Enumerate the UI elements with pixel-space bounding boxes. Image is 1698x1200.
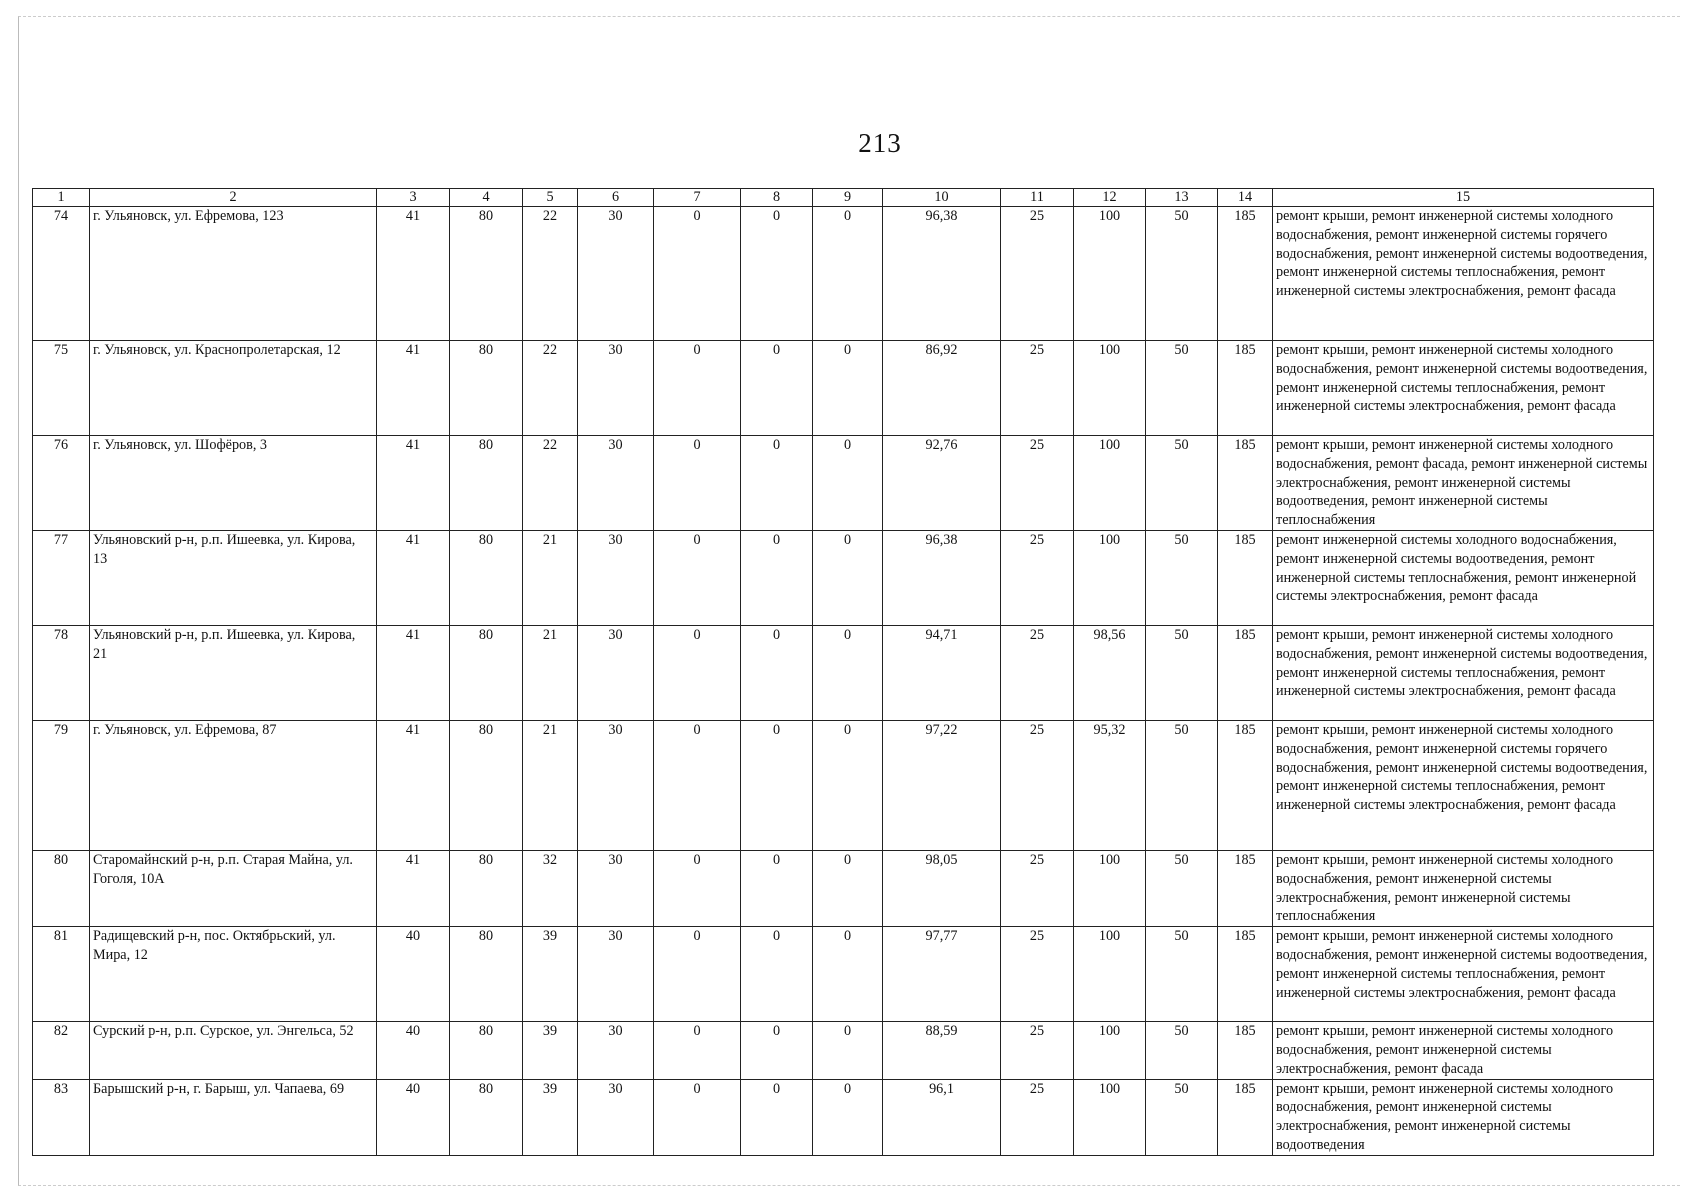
value-cell: 80 [450, 927, 523, 1022]
value-cell: 0 [654, 721, 741, 851]
column-header: 10 [883, 189, 1001, 207]
value-cell: 185 [1218, 341, 1273, 436]
column-header: 3 [377, 189, 450, 207]
table-row [33, 927, 1654, 1022]
value-cell: 21 [523, 531, 578, 626]
value-cell: 0 [813, 436, 883, 531]
value-cell: 0 [654, 1079, 741, 1155]
value-cell: 0 [654, 207, 741, 341]
value-cell: 0 [741, 626, 813, 721]
address-cell: г. Ульяновск, ул. Ефремова, 123 [90, 207, 377, 341]
works-cell: ремонт крыши, ремонт инженерной системы холодного водоснабжения, ремонт инженерной системы водоотведения, ремонт инженерной системы теплоснабжения, ремонт инженерной системы электроснабжения, ремонт фасада [1273, 927, 1654, 1022]
value-cell: 94,71 [883, 626, 1001, 721]
value-cell: 25 [1001, 1022, 1074, 1079]
address-cell: Сурский р-н, р.п. Сурское, ул. Энгельса, 52 [90, 1022, 377, 1079]
value-cell: 30 [578, 341, 654, 436]
value-cell: 96,38 [883, 207, 1001, 341]
row-number: 79 [33, 721, 90, 851]
works-cell: ремонт крыши, ремонт инженерной системы холодного водоснабжения, ремонт фасада, ремонт инженерной системы электроснабжения, ремонт инженерной системы водоотведения, ремонт инженерной системы теплоснабжения [1273, 436, 1654, 531]
value-cell: 41 [377, 341, 450, 436]
address-cell: Старомайнский р-н, р.п. Старая Майна, ул. Гоголя, 10А [90, 851, 377, 927]
value-cell: 88,59 [883, 1022, 1001, 1079]
column-header: 4 [450, 189, 523, 207]
value-cell: 39 [523, 927, 578, 1022]
address-cell: Ульяновский р-н, р.п. Ишеевка, ул. Кирова, 13 [90, 531, 377, 626]
value-cell: 185 [1218, 721, 1273, 851]
table-row [33, 626, 1654, 721]
value-cell: 0 [741, 531, 813, 626]
value-cell: 100 [1074, 436, 1146, 531]
value-cell: 25 [1001, 626, 1074, 721]
works-cell: ремонт крыши, ремонт инженерной системы холодного водоснабжения, ремонт инженерной системы электроснабжения, ремонт инженерной системы водоотведения [1273, 1079, 1654, 1155]
value-cell: 41 [377, 721, 450, 851]
value-cell: 32 [523, 851, 578, 927]
row-number: 80 [33, 851, 90, 927]
value-cell: 185 [1218, 626, 1273, 721]
row-number: 83 [33, 1079, 90, 1155]
column-header: 9 [813, 189, 883, 207]
value-cell: 86,92 [883, 341, 1001, 436]
value-cell: 50 [1146, 851, 1218, 927]
row-number: 77 [33, 531, 90, 626]
value-cell: 40 [377, 1022, 450, 1079]
value-cell: 25 [1001, 1079, 1074, 1155]
row-number: 81 [33, 927, 90, 1022]
value-cell: 0 [741, 721, 813, 851]
value-cell: 98,56 [1074, 626, 1146, 721]
value-cell: 92,76 [883, 436, 1001, 531]
value-cell: 0 [813, 851, 883, 927]
value-cell: 100 [1074, 1022, 1146, 1079]
value-cell: 50 [1146, 341, 1218, 436]
value-cell: 80 [450, 721, 523, 851]
value-cell: 22 [523, 436, 578, 531]
value-cell: 0 [741, 436, 813, 531]
value-cell: 98,05 [883, 851, 1001, 927]
table-row [33, 341, 1654, 436]
value-cell: 30 [578, 721, 654, 851]
value-cell: 0 [741, 851, 813, 927]
value-cell: 50 [1146, 626, 1218, 721]
value-cell: 185 [1218, 531, 1273, 626]
value-cell: 185 [1218, 1079, 1273, 1155]
table-row [33, 851, 1654, 927]
address-cell: Радищевский р-н, пос. Октябрьский, ул. Мира, 12 [90, 927, 377, 1022]
value-cell: 30 [578, 626, 654, 721]
value-cell: 100 [1074, 851, 1146, 927]
value-cell: 30 [578, 1022, 654, 1079]
value-cell: 50 [1146, 207, 1218, 341]
value-cell: 22 [523, 207, 578, 341]
value-cell: 80 [450, 851, 523, 927]
value-cell: 0 [813, 626, 883, 721]
works-cell: ремонт крыши, ремонт инженерной системы холодного водоснабжения, ремонт инженерной системы водоотведения, ремонт инженерной системы теплоснабжения, ремонт инженерной системы электроснабжения, ремонт фасада [1273, 626, 1654, 721]
value-cell: 25 [1001, 531, 1074, 626]
value-cell: 40 [377, 927, 450, 1022]
column-header: 11 [1001, 189, 1074, 207]
value-cell: 185 [1218, 1022, 1273, 1079]
value-cell: 30 [578, 927, 654, 1022]
address-cell: г. Ульяновск, ул. Краснопролетарская, 12 [90, 341, 377, 436]
address-cell: г. Ульяновск, ул. Ефремова, 87 [90, 721, 377, 851]
value-cell: 50 [1146, 436, 1218, 531]
row-number: 75 [33, 341, 90, 436]
works-cell: ремонт крыши, ремонт инженерной системы холодного водоснабжения, ремонт инженерной системы электроснабжения, ремонт инженерной системы теплоснабжения [1273, 851, 1654, 927]
table-row [33, 721, 1654, 851]
value-cell: 25 [1001, 207, 1074, 341]
column-header: 15 [1273, 189, 1654, 207]
value-cell: 80 [450, 341, 523, 436]
value-cell: 0 [654, 341, 741, 436]
value-cell: 0 [813, 531, 883, 626]
value-cell: 30 [578, 1079, 654, 1155]
value-cell: 0 [813, 1079, 883, 1155]
column-header: 1 [33, 189, 90, 207]
value-cell: 95,32 [1074, 721, 1146, 851]
table-row [33, 531, 1654, 626]
value-cell: 39 [523, 1079, 578, 1155]
row-number: 74 [33, 207, 90, 341]
value-cell: 80 [450, 1079, 523, 1155]
value-cell: 96,38 [883, 531, 1001, 626]
value-cell: 0 [813, 1022, 883, 1079]
value-cell: 80 [450, 1022, 523, 1079]
data-table [32, 188, 1654, 1156]
column-header: 7 [654, 189, 741, 207]
address-cell: Барышский р-н, г. Барыш, ул. Чапаева, 69 [90, 1079, 377, 1155]
value-cell: 100 [1074, 927, 1146, 1022]
value-cell: 185 [1218, 436, 1273, 531]
value-cell: 0 [741, 1022, 813, 1079]
address-cell: Ульяновский р-н, р.п. Ишеевка, ул. Кирова, 21 [90, 626, 377, 721]
value-cell: 0 [813, 207, 883, 341]
value-cell: 41 [377, 626, 450, 721]
value-cell: 41 [377, 436, 450, 531]
column-header: 14 [1218, 189, 1273, 207]
value-cell: 80 [450, 626, 523, 721]
value-cell: 0 [813, 721, 883, 851]
value-cell: 21 [523, 626, 578, 721]
value-cell: 30 [578, 531, 654, 626]
value-cell: 41 [377, 531, 450, 626]
value-cell: 100 [1074, 207, 1146, 341]
value-cell: 0 [813, 341, 883, 436]
value-cell: 41 [377, 207, 450, 341]
works-cell: ремонт крыши, ремонт инженерной системы холодного водоснабжения, ремонт инженерной системы горячего водоснабжения, ремонт инженерной системы водоотведения, ремонт инженерной системы теплоснабжения, ремонт инженерной системы электроснабжения, ремонт фасада [1273, 721, 1654, 851]
value-cell: 100 [1074, 1079, 1146, 1155]
value-cell: 30 [578, 436, 654, 531]
value-cell: 30 [578, 207, 654, 341]
value-cell: 185 [1218, 851, 1273, 927]
value-cell: 0 [741, 207, 813, 341]
row-number: 76 [33, 436, 90, 531]
works-cell: ремонт крыши, ремонт инженерной системы холодного водоснабжения, ремонт инженерной системы горячего водоснабжения, ремонт инженерной системы водоотведения, ремонт инженерной системы теплоснабжения, ремонт инженерной системы электроснабжения, ремонт фасада [1273, 207, 1654, 341]
column-header: 6 [578, 189, 654, 207]
value-cell: 0 [654, 626, 741, 721]
value-cell: 97,22 [883, 721, 1001, 851]
column-header: 5 [523, 189, 578, 207]
value-cell: 25 [1001, 341, 1074, 436]
value-cell: 39 [523, 1022, 578, 1079]
column-header: 13 [1146, 189, 1218, 207]
value-cell: 0 [813, 927, 883, 1022]
value-cell: 96,1 [883, 1079, 1001, 1155]
works-cell: ремонт инженерной системы холодного водоснабжения, ремонт инженерной системы водоотведения, ремонт инженерной системы теплоснабжения, ремонт инженерной системы электроснабжения, ремонт фасада [1273, 531, 1654, 626]
value-cell: 185 [1218, 207, 1273, 341]
value-cell: 80 [450, 207, 523, 341]
table-row [33, 1022, 1654, 1079]
value-cell: 50 [1146, 1022, 1218, 1079]
column-header: 12 [1074, 189, 1146, 207]
value-cell: 41 [377, 851, 450, 927]
value-cell: 50 [1146, 721, 1218, 851]
value-cell: 25 [1001, 721, 1074, 851]
value-cell: 80 [450, 531, 523, 626]
value-cell: 0 [654, 1022, 741, 1079]
value-cell: 21 [523, 721, 578, 851]
value-cell: 80 [450, 436, 523, 531]
column-header: 8 [741, 189, 813, 207]
table-row [33, 1079, 1654, 1155]
value-cell: 0 [654, 531, 741, 626]
value-cell: 0 [654, 436, 741, 531]
address-cell: г. Ульяновск, ул. Шофёров, 3 [90, 436, 377, 531]
value-cell: 100 [1074, 531, 1146, 626]
header-row [33, 189, 1654, 207]
value-cell: 50 [1146, 1079, 1218, 1155]
value-cell: 0 [654, 927, 741, 1022]
table-row [33, 207, 1654, 341]
value-cell: 50 [1146, 927, 1218, 1022]
value-cell: 40 [377, 1079, 450, 1155]
value-cell: 25 [1001, 851, 1074, 927]
value-cell: 97,77 [883, 927, 1001, 1022]
column-header: 2 [90, 189, 377, 207]
page-number: 213 [858, 128, 902, 158]
works-cell: ремонт крыши, ремонт инженерной системы холодного водоснабжения, ремонт инженерной системы электроснабжения, ремонт фасада [1273, 1022, 1654, 1079]
value-cell: 22 [523, 341, 578, 436]
value-cell: 0 [654, 851, 741, 927]
value-cell: 0 [741, 927, 813, 1022]
value-cell: 185 [1218, 927, 1273, 1022]
value-cell: 0 [741, 1079, 813, 1155]
value-cell: 100 [1074, 341, 1146, 436]
value-cell: 30 [578, 851, 654, 927]
value-cell: 50 [1146, 531, 1218, 626]
row-number: 78 [33, 626, 90, 721]
value-cell: 25 [1001, 927, 1074, 1022]
table-row [33, 436, 1654, 531]
value-cell: 25 [1001, 436, 1074, 531]
works-cell: ремонт крыши, ремонт инженерной системы холодного водоснабжения, ремонт инженерной системы водоотведения, ремонт инженерной системы теплоснабжения, ремонт инженерной системы электроснабжения, ремонт фасада [1273, 341, 1654, 436]
value-cell: 0 [741, 341, 813, 436]
row-number: 82 [33, 1022, 90, 1079]
